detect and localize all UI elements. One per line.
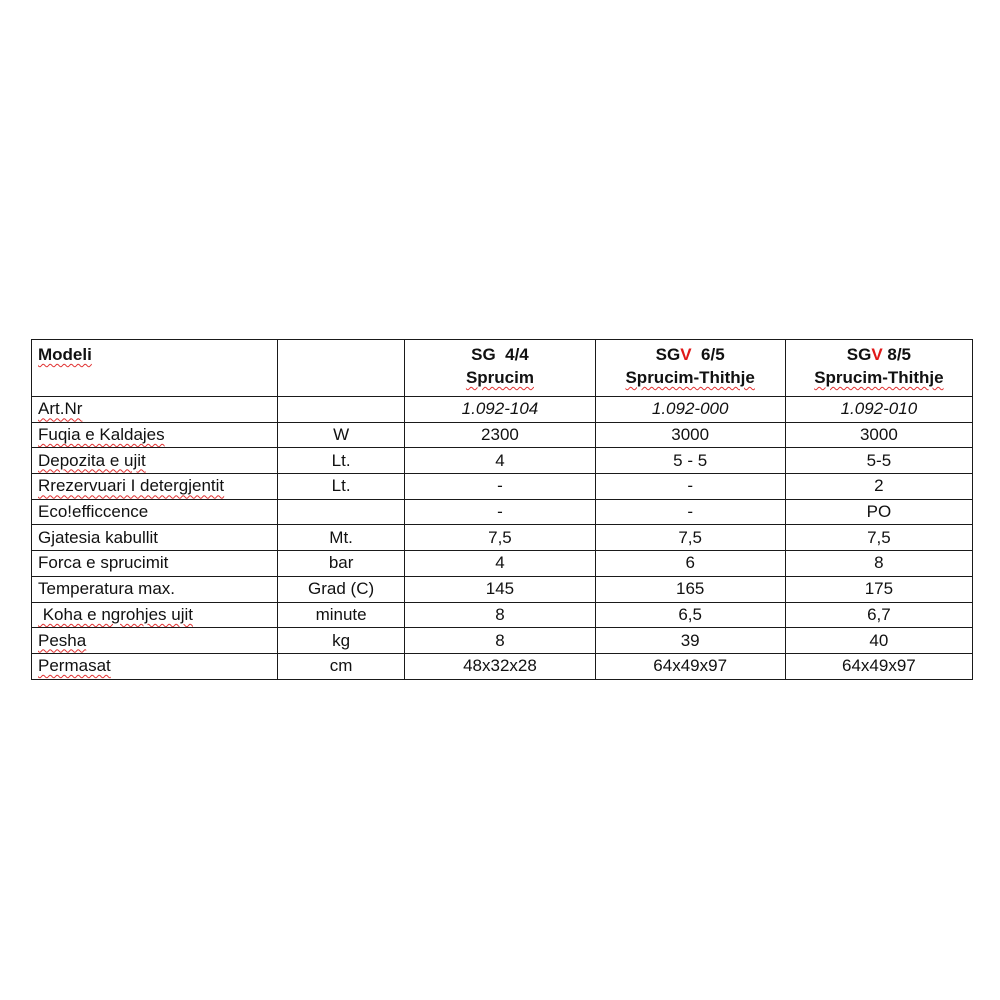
model-name: SGV 8/5 (846, 345, 912, 364)
row-unit: minute (277, 602, 404, 628)
row-unit: bar (277, 551, 404, 577)
row-value: 2300 (405, 422, 595, 448)
table-row (32, 474, 973, 500)
table-row (32, 628, 973, 654)
row-label: Forca e sprucimit (32, 551, 278, 577)
row-value: 40 (785, 628, 972, 654)
row-value: 1.092-010 (785, 397, 972, 423)
header-model-1 (405, 340, 595, 397)
row-value: 8 (785, 551, 972, 577)
spec-table (31, 339, 973, 680)
table-row (32, 525, 973, 551)
row-unit (277, 397, 404, 423)
row-value: 4 (405, 551, 595, 577)
row-unit: kg (277, 628, 404, 654)
header-model-3 (785, 340, 972, 397)
row-label: Rrezervuari I detergjentit (32, 474, 278, 500)
row-label: Fuqia e Kaldajes (32, 422, 278, 448)
row-value: 5 - 5 (595, 448, 785, 474)
model-subtitle: Sprucim-Thithje (625, 368, 755, 387)
row-label: Temperatura max. (32, 576, 278, 602)
row-value: 4 (405, 448, 595, 474)
row-value: 8 (405, 628, 595, 654)
row-value: - (595, 499, 785, 525)
row-value: 1.092-104 (405, 397, 595, 423)
model-name: SG 4/4 (471, 345, 529, 364)
row-value: 39 (595, 628, 785, 654)
row-value: - (595, 474, 785, 500)
row-unit: W (277, 422, 404, 448)
row-label: Eco!efficcence (32, 499, 278, 525)
header-unit-cell (277, 340, 404, 397)
model-subtitle: Sprucim (465, 368, 534, 387)
row-unit: Grad (C) (277, 576, 404, 602)
row-label: Depozita e ujit (32, 448, 278, 474)
row-value: 7,5 (405, 525, 595, 551)
row-unit: Mt. (277, 525, 404, 551)
row-value: 1.092-000 (595, 397, 785, 423)
row-value: 175 (785, 576, 972, 602)
row-value: 7,5 (785, 525, 972, 551)
table-row (32, 602, 973, 628)
table-row (32, 422, 973, 448)
row-value: - (405, 474, 595, 500)
row-label: Gjatesia kabullit (32, 525, 278, 551)
header-model-2 (595, 340, 785, 397)
header-row (32, 340, 973, 397)
header-label-cell (32, 340, 278, 397)
model-subtitle: Sprucim-Thithje (814, 368, 944, 387)
table-row (32, 397, 973, 423)
table-row (32, 551, 973, 577)
row-unit: cm (277, 653, 404, 679)
row-value: 3000 (595, 422, 785, 448)
row-unit: Lt. (277, 474, 404, 500)
row-value: 2 (785, 474, 972, 500)
row-unit (277, 499, 404, 525)
table-row (32, 499, 973, 525)
table-row (32, 576, 973, 602)
row-value: 48x32x28 (405, 653, 595, 679)
row-value: 6,7 (785, 602, 972, 628)
row-value: PO (785, 499, 972, 525)
model-name: SGV 6/5 (655, 345, 725, 364)
row-label: Art.Nr (32, 397, 278, 423)
row-value: 64x49x97 (785, 653, 972, 679)
row-value: 6 (595, 551, 785, 577)
row-value: 8 (405, 602, 595, 628)
header-label: Modeli (38, 345, 92, 364)
row-value: 5-5 (785, 448, 972, 474)
row-value: 145 (405, 576, 595, 602)
table-row (32, 448, 973, 474)
row-label: Pesha (32, 628, 278, 654)
row-label: Permasat (32, 653, 278, 679)
row-value: 64x49x97 (595, 653, 785, 679)
row-value: 3000 (785, 422, 972, 448)
row-value: 165 (595, 576, 785, 602)
row-unit: Lt. (277, 448, 404, 474)
row-value: - (405, 499, 595, 525)
row-value: 6,5 (595, 602, 785, 628)
row-label: Koha e ngrohjes ujit (32, 602, 278, 628)
table-row (32, 653, 973, 679)
row-value: 7,5 (595, 525, 785, 551)
